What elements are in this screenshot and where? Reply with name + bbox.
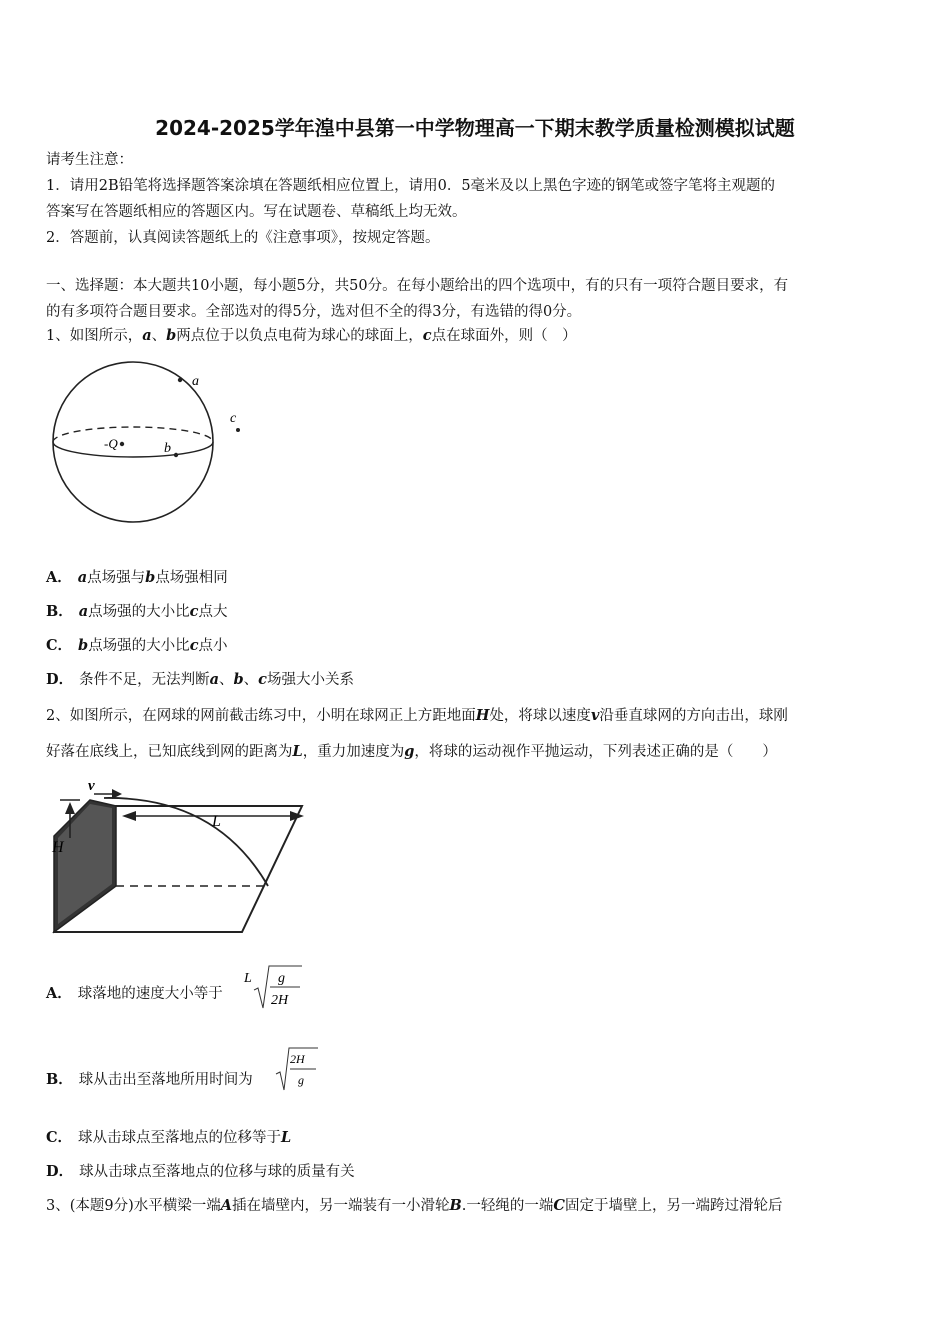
q1-fig-label-q: -Q xyxy=(104,436,118,451)
q1-option-c-label: C． xyxy=(46,637,73,654)
q1-option-c-var-1: b xyxy=(78,637,89,654)
q1-sphere-figure xyxy=(46,356,256,530)
section-instructions-1: 一、选择题：本大题共10小题，每小题5分，共50分。在每小题给出的四个选项中，有的只有一项符合题目要求，有 xyxy=(46,278,789,294)
q1-option-d-label: D． xyxy=(46,671,74,688)
q1-option-b-label: B． xyxy=(46,603,73,620)
q1-option-a[interactable] xyxy=(46,568,228,588)
q1-option-d-text-1: 条件不足，无法判断 xyxy=(79,672,210,688)
q2-stem-text-1: 2、如图所示，在网球的网前截击练习中，小明在球网正上方距地面 xyxy=(46,708,476,724)
q3-var-b: B xyxy=(449,1197,462,1214)
notice-item-1b: 答案写在答题纸相应的答题区内。写在试题卷、草稿纸上均无效。 xyxy=(46,204,467,220)
q3-stem-text-2: 插在墙壁内，另一端装有一小滑轮 xyxy=(232,1198,450,1214)
q2-option-a-label: A． xyxy=(46,985,72,1002)
q2-option-d[interactable] xyxy=(46,1162,355,1182)
q1-option-c-var-2: c xyxy=(189,637,199,654)
q1-option-c-text-2: 点小 xyxy=(198,638,228,654)
q1-option-a-label: A． xyxy=(46,569,72,586)
q3-stem-text-3: .一轻绳的一端 xyxy=(461,1198,554,1214)
q1-fig-label-b: b xyxy=(164,441,171,456)
q1-stem-text: 1、如图所示， xyxy=(46,328,143,344)
q2-option-a-formula-den: 2H xyxy=(271,993,289,1008)
q1-option-d-var-b: b xyxy=(233,671,244,688)
q1-option-b[interactable] xyxy=(46,602,228,622)
q1-fig-label-a: a xyxy=(192,374,199,389)
q2-var-g: g xyxy=(404,743,415,760)
notice-item-1a: 1．请用2B铅笔将选择题答案涂填在答题纸相应位置上，请用0．5毫米及以上黑色字迹的钢笔或签字笔将主观题的 xyxy=(46,178,776,194)
q2-var-l: L xyxy=(292,743,303,760)
q2-stem-text-6: ，将球的运动视作平抛运动，下列表述正确的是（ ） xyxy=(414,744,777,760)
q2-option-a-text: 球落地的速度大小等于 xyxy=(77,986,223,1002)
q2-option-a-formula xyxy=(242,962,306,1012)
q1-option-d[interactable] xyxy=(46,670,354,690)
q1-option-d-sep-1: 、 xyxy=(218,672,234,688)
q2-fig-label-h: H xyxy=(52,839,64,856)
notice-item-2: 2．答题前，认真阅读答题纸上的《注意事项》，按规定答题。 xyxy=(46,230,440,246)
q2-option-d-text: 球从击球点至落地点的位移与球的质量有关 xyxy=(79,1164,355,1180)
q3-var-a: A xyxy=(220,1197,233,1214)
q2-option-c-var-l: L xyxy=(281,1129,292,1146)
q2-stem-line-1 xyxy=(46,706,788,726)
q1-option-a-text-1: 点场强与 xyxy=(87,570,146,586)
q1-option-b-var-1: a xyxy=(78,603,89,620)
q2-option-c[interactable] xyxy=(46,1128,291,1148)
notice-heading: 请考生注意： xyxy=(46,152,133,168)
q2-stem-text-5: ，重力加速度为 xyxy=(302,744,405,760)
q2-var-v: v xyxy=(590,707,600,724)
q1-stem xyxy=(46,326,577,346)
section-instructions-2: 的有多项符合题目要求。全部选对的得5分，选对但不全的得3分，有选错的得0分。 xyxy=(46,304,582,320)
q3-stem-text-1: 3、(本题9分)水平横梁一端 xyxy=(46,1198,221,1214)
q2-fig-label-l: L xyxy=(212,813,221,830)
q1-option-a-var-2: b xyxy=(145,569,156,586)
q1-option-b-var-2: c xyxy=(189,603,199,620)
q1-option-d-var-a: a xyxy=(209,671,219,688)
q1-var-b: b xyxy=(166,327,177,344)
q1-option-a-var-1: a xyxy=(77,569,88,586)
q1-option-a-text-2: 点场强相同 xyxy=(155,570,228,586)
q1-option-b-text-1: 点场强的大小比 xyxy=(88,604,190,620)
q3-stem-text-4: 固定于墙壁上，另一端跨过滑轮后 xyxy=(564,1198,783,1214)
q2-option-c-label: C． xyxy=(46,1129,73,1146)
q2-option-d-label: D． xyxy=(46,1163,74,1180)
q1-option-d-sep-2: 、 xyxy=(243,672,259,688)
q2-stem-text-2: 处，将球以速度 xyxy=(489,708,591,724)
q2-var-h: H xyxy=(475,707,490,724)
q2-option-b[interactable] xyxy=(46,1070,253,1090)
page-title: 2024-2025学年湟中县第一中学物理高一下期末教学质量检测模拟试题 xyxy=(155,116,795,140)
q2-option-b-formula-den: g xyxy=(298,1073,304,1087)
q1-option-c-text-1: 点场强的大小比 xyxy=(88,638,190,654)
q2-option-a-formula-num: g xyxy=(278,971,285,986)
q2-option-b-text: 球从击出至落地所用时间为 xyxy=(78,1072,253,1088)
q1-stem-text-3: 点在球面外，则（ ） xyxy=(431,328,577,344)
q1-fig-label-c: c xyxy=(230,411,237,426)
q2-option-b-formula xyxy=(274,1044,322,1094)
q1-stem-text-2: 两点位于以负点电荷为球心的球面上， xyxy=(176,328,423,344)
q2-stem-text-3: 沿垂直球网的方向击出，球刚 xyxy=(599,708,788,724)
q1-var-a: a xyxy=(142,327,152,344)
q2-fig-label-v: v xyxy=(88,778,95,794)
q2-stem-line-2 xyxy=(46,742,777,762)
q2-stem-text-4: 好落在底线上，已知底线到网的距离为 xyxy=(46,744,293,760)
q2-tennis-figure xyxy=(46,776,312,942)
q1-sep: 、 xyxy=(151,328,167,344)
q2-option-b-label: B． xyxy=(46,1071,73,1088)
q1-option-d-var-c: c xyxy=(258,671,267,688)
q1-var-c: c xyxy=(422,327,432,344)
q3-stem xyxy=(46,1196,782,1216)
q1-option-d-text-2: 场强大小关系 xyxy=(266,672,354,688)
q1-option-c[interactable] xyxy=(46,636,228,656)
q2-option-b-formula-num: 2H xyxy=(290,1052,305,1066)
q2-option-a-formula-l: L xyxy=(244,971,252,986)
q2-option-c-text: 球从击球点至落地点的位移等于 xyxy=(78,1130,282,1146)
q2-option-a[interactable] xyxy=(46,984,223,1004)
q1-option-b-text-2: 点大 xyxy=(198,604,228,620)
q3-var-c: C xyxy=(553,1197,565,1214)
